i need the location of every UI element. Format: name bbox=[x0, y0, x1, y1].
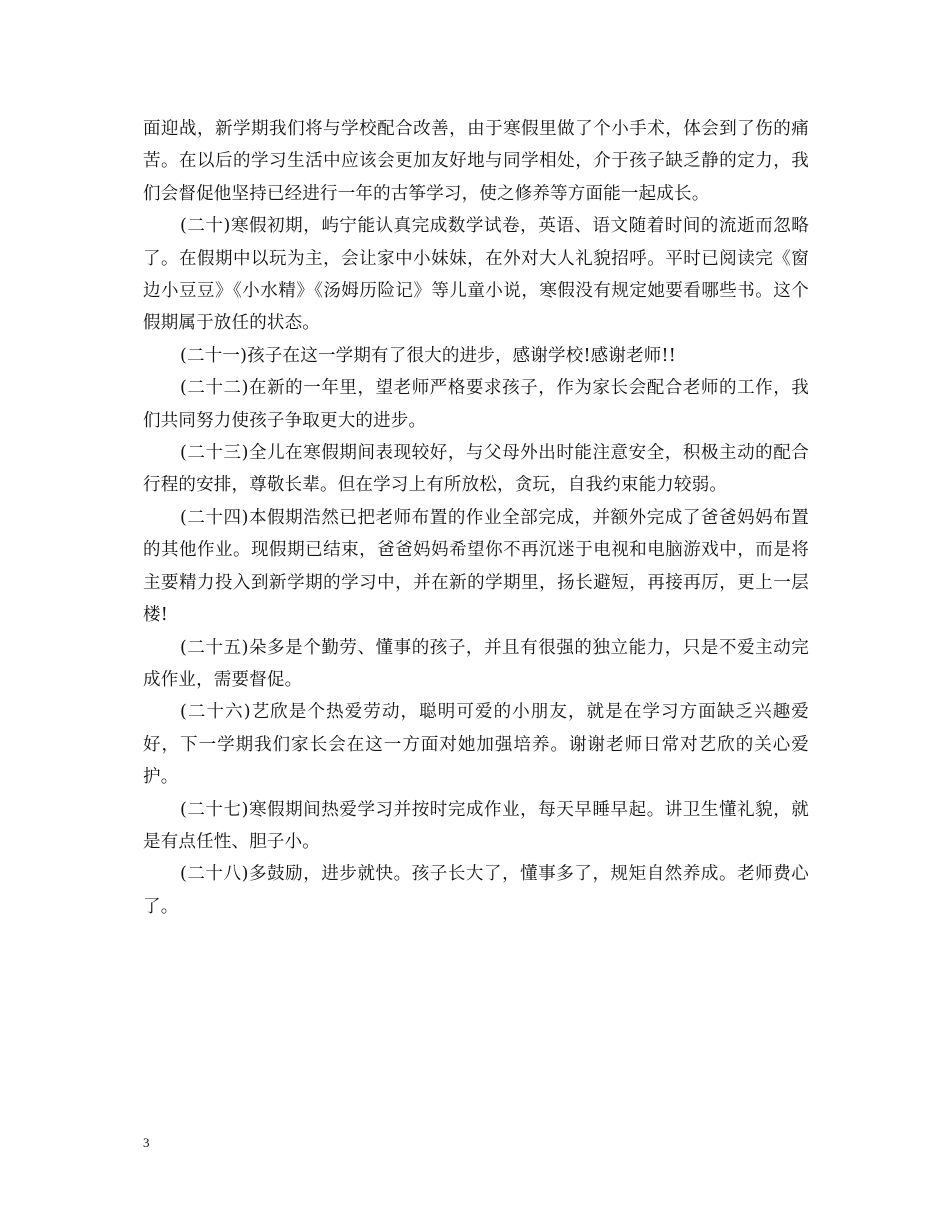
paragraph-item-23: (二十三)全儿在寒假期间表现较好，与父母外出时能注意安全，积极主动的配合行程的安排，尊敬长辈。但在学习上有所放松，贪玩，自我约束能力较弱。 bbox=[143, 443, 809, 496]
document-body bbox=[143, 113, 809, 923]
paragraph-item-25: (二十五)朵多是个勤劳、懂事的孩子，并且有很强的独立能力，只是不爱主动完成作业，需要督促。 bbox=[143, 637, 809, 690]
paragraph-item-24: (二十四)本假期浩然已把老师布置的作业全部完成，并额外完成了爸爸妈妈布置的其他作业。现假期已结束，爸爸妈妈希望你不再沉迷于电视和电脑游戏中，而是将主要精力投入到新学期的学习中，并在新的学期里，扬长避短，再接再厉，更上一层楼! bbox=[143, 507, 809, 626]
paragraph-item-28: (二十八)多鼓励，进步就快。孩子长大了，懂事多了，规矩自然养成。老师费心了。 bbox=[143, 864, 809, 917]
paragraph-item-27: (二十七)寒假期间热爱学习并按时完成作业，每天早睡早起。讲卫生懂礼貌，就是有点任性、胆子小。 bbox=[143, 799, 809, 852]
paragraph-item-20: (二十)寒假初期，屿宁能认真完成数学试卷，英语、语文随着时间的流逝而忽略了。在假期中以玩为主，会让家中小妹妹，在外对大人礼貌招呼。平时已阅读完《窗边小豆豆》《小水精》《汤姆历险记》等儿童小说，寒假没有规定她要看哪些书。这个假期属于放任的状态。 bbox=[143, 216, 809, 334]
paragraph-item-21: (二十一)孩子在这一学期有了很大的进步，感谢学校!感谢老师!! bbox=[180, 345, 676, 366]
paragraph-item-22: (二十二)在新的一年里，望老师严格要求孩子，作为家长会配合老师的工作，我们共同努力使孩子争取更大的进步。 bbox=[143, 378, 809, 431]
paragraph-continuation: 面迎战，新学期我们将与学校配合改善，由于寒假里做了个小手术，体会到了伤的痛苦。在以后的学习生活中应该会更加友好地与同学相处，介于孩子缺乏静的定力，我们会督促他坚持已经进行一年的古筝学习，使之修养等方面能一起成长。 bbox=[143, 119, 809, 204]
paragraph-item-26: (二十六)艺欣是个热爱劳动，聪明可爱的小朋友，就是在学习方面缺乏兴趣爱好，下一学期我们家长会在这一方面对她加强培养。谢谢老师日常对艺欣的关心爱护。 bbox=[143, 702, 809, 788]
page-number: 3 bbox=[143, 1135, 150, 1150]
